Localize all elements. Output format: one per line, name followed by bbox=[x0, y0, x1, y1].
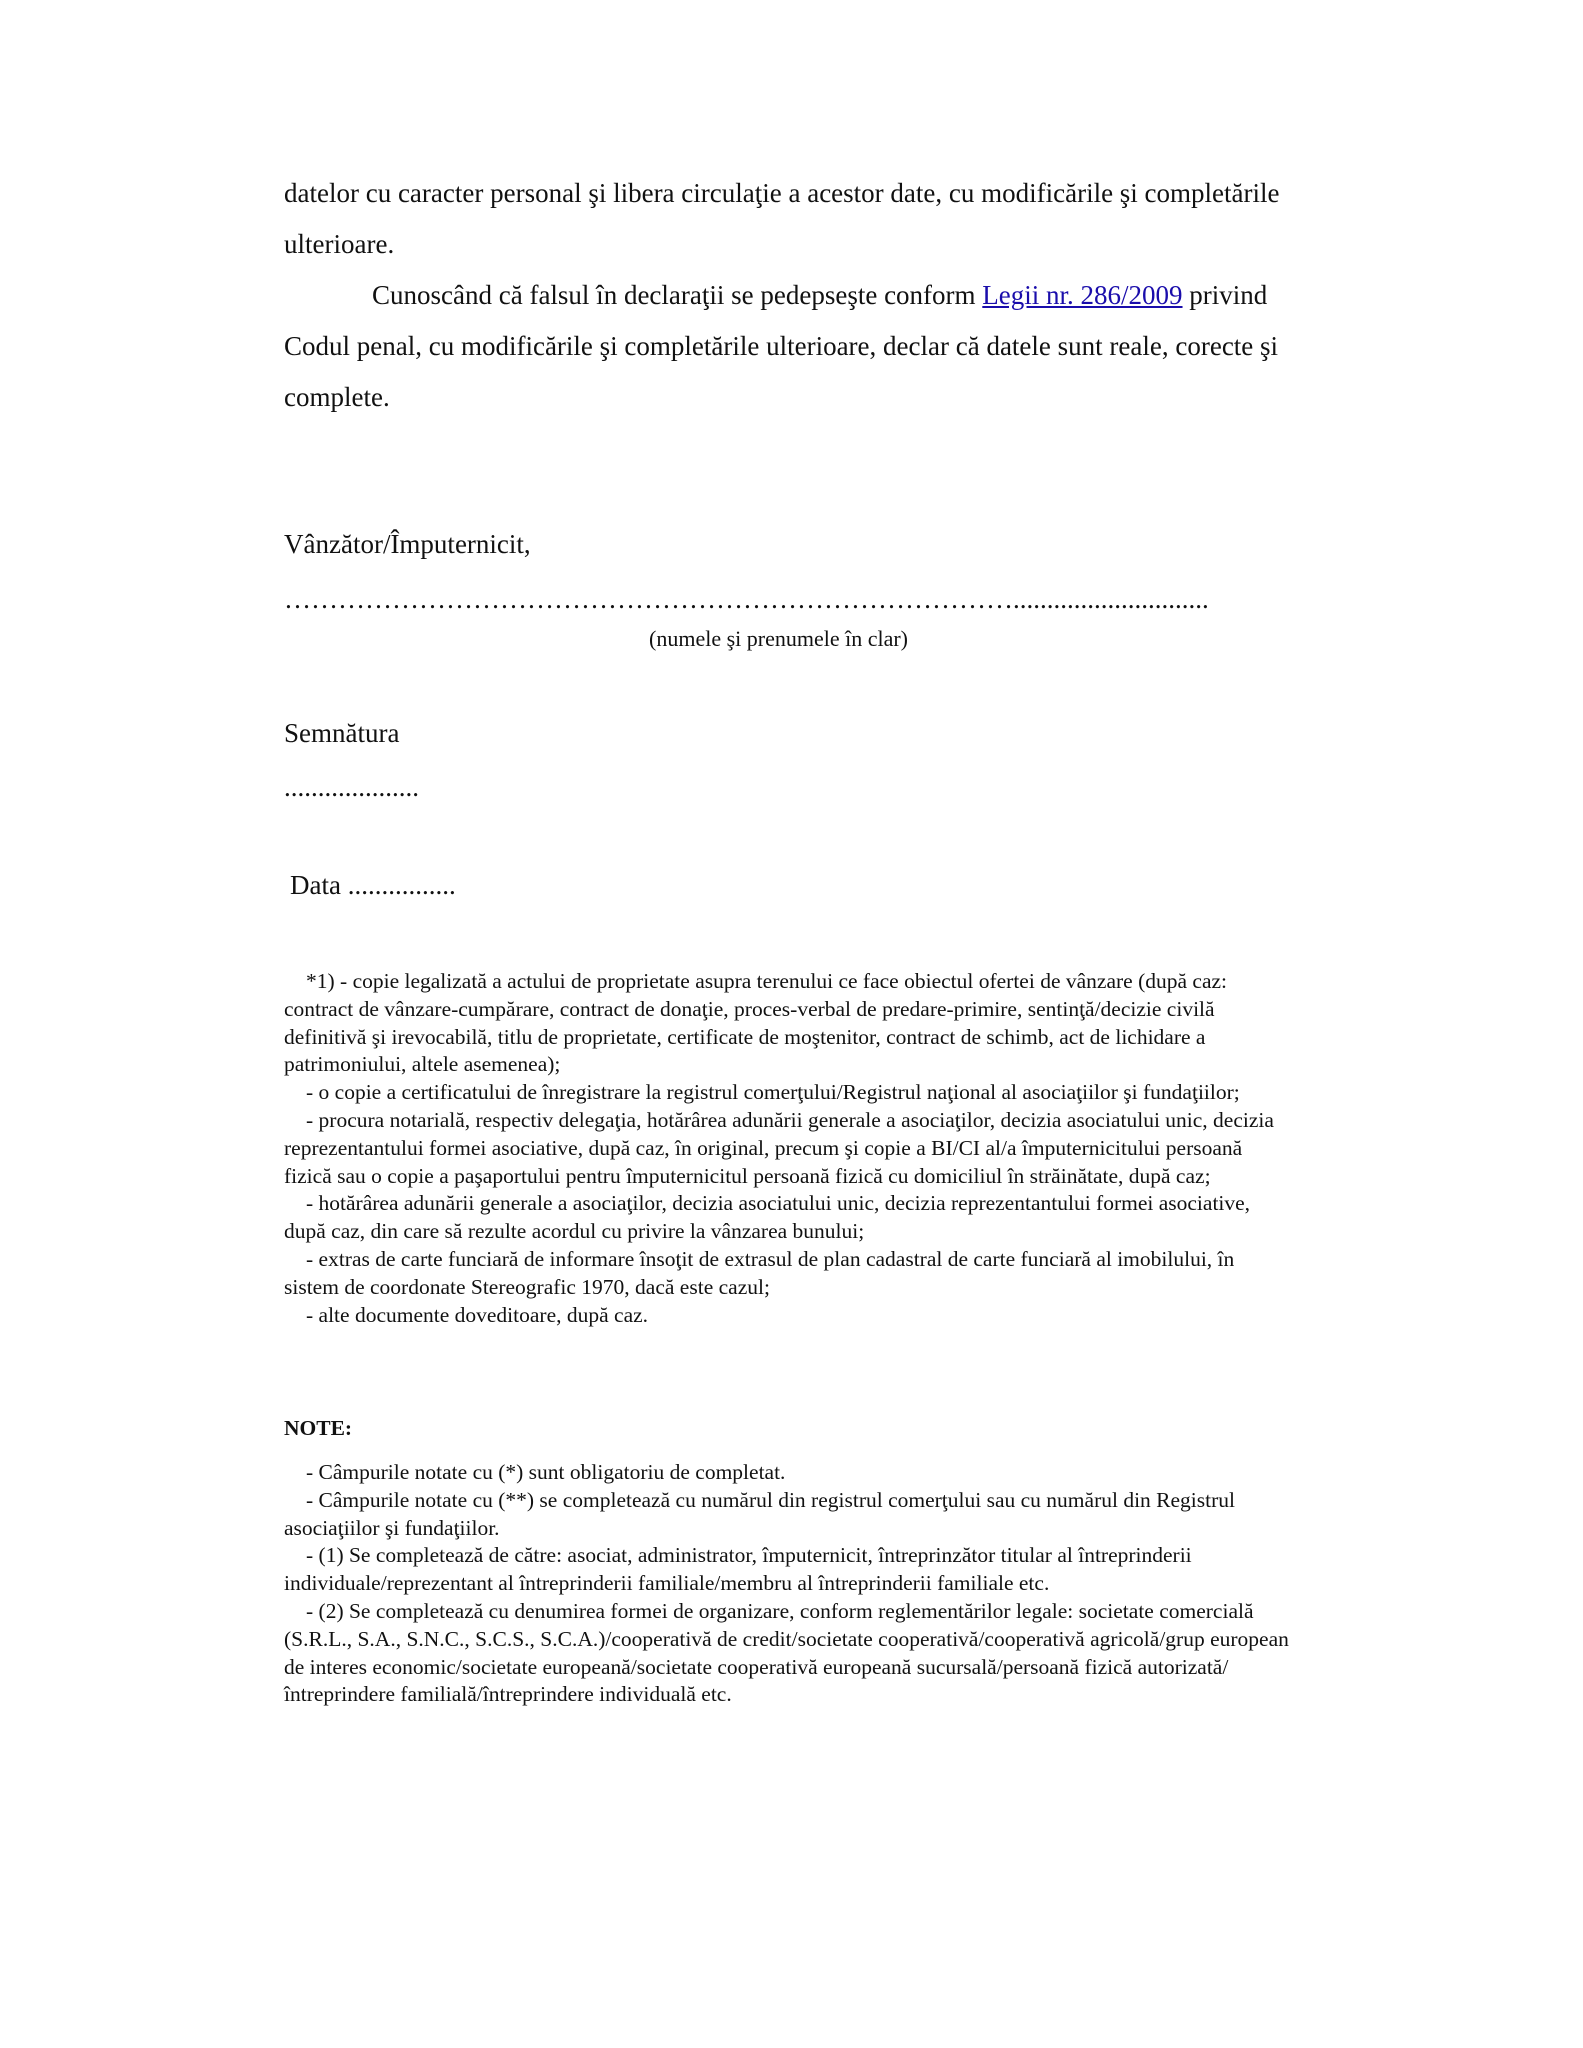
document-item: - o copie a certificatului de înregistrare la registrul comerţului/Registrul naţional al asociaţiilor şi fundaţiilor; bbox=[306, 1080, 1240, 1105]
declaration-text-start: Cunoscând că falsul în declaraţii se pedepseşte conform bbox=[372, 280, 983, 310]
paragraph-declaration bbox=[284, 270, 1294, 423]
note-item: - Câmpurile notate cu (*) sunt obligatoriu de completat. bbox=[306, 1460, 786, 1484]
document-item: - procura notarială, respectiv delegaţia, hotărârea adunării generale a asociaţilor, decizia asociatului unic, decizia reprezentantului formei asociative, după caz, în original, precum şi copie a BI/CI al/a împuternicitului persoană fizică sau o copie a paşaportului pentru împuternicitul persoană fizică cu domiciliul în străinătate, după caz; bbox=[284, 1107, 1274, 1188]
required-documents-list bbox=[284, 968, 1294, 1329]
note-item: - (1) Se completează de către: asociat, administrator, împuternicit, întreprinzător titular al întreprinderii individuale/reprezentant al întreprinderii familiale/membru al întreprinderii familiale etc. bbox=[284, 1543, 1192, 1596]
document-item: - hotărârea adunării generale a asociaţilor, decizia asociatului unic, decizia reprezentantului formei asociative, după caz, din care să rezulte acordul cu privire la vânzarea bunului; bbox=[284, 1191, 1251, 1244]
note-item: - (2) Se completează cu denumirea formei de organizare, conform reglementărilor legale: societate comercială (S.R.L., S.A., S.N.C., S.C.S., S.C.A.)/cooperativă de credit/societate cooperativă/cooperativă agricolă/grup european de interes economic/societate europeană/societate cooperativă europeană sucursală/persoană fizică autorizată/întreprindere familială/întreprindere individuală etc. bbox=[284, 1598, 1289, 1707]
document-item: *1) - copie legalizată a actului de proprietate asupra terenului ce face obiectul ofertei de vânzare (după caz: contract de vânzare-cumpărare, contract de donaţie, proces-verbal de predare-primire, sentinţă/decizie civilă definitivă şi irevocabilă, titlu de proprietate, certificate de moştenitor, contract de schimb, act de lichidare a patrimoniului, altele asemenea); bbox=[284, 969, 1228, 1077]
name-caption: (numele şi prenumele în clar) bbox=[649, 626, 909, 651]
signature-field-dots: .................... bbox=[284, 772, 419, 802]
declaration-text-end: privind Codul penal, cu modificările şi completările ulterioare, declar că datele sunt reale, corecte şi complete. bbox=[284, 280, 1279, 412]
notes-title: NOTE: bbox=[284, 1416, 353, 1440]
law-link[interactable]: Legii nr. 286/2009 bbox=[982, 280, 1183, 310]
document-item: - extras de carte funciară de informare însoţit de extrasul de plan cadastral de carte funciară al imobilului, în sistem de coordonate Stereografic 1970, dacă este cazul; bbox=[284, 1246, 1235, 1299]
note-item: - Câmpurile notate cu (**) se completează cu numărul din registrul comerţului sau cu numărul din Registrul asociaţiilor şi fundaţiilor. bbox=[284, 1487, 1236, 1540]
date-field: Data ................ bbox=[290, 870, 456, 900]
seller-label: Vânzător/Împuternicit, bbox=[284, 529, 531, 559]
document-item: - alte documente doveditoare, după caz. bbox=[306, 1302, 649, 1327]
name-field-dots: ………………………………………………………………………............................. bbox=[284, 584, 1209, 614]
notes-list bbox=[284, 1459, 1294, 1709]
paragraph-data-protection: datelor cu caracter personal şi libera circulaţie a acestor date, cu modificările şi completările ulterioare. bbox=[284, 178, 1280, 259]
signature-label: Semnătura bbox=[284, 718, 400, 748]
